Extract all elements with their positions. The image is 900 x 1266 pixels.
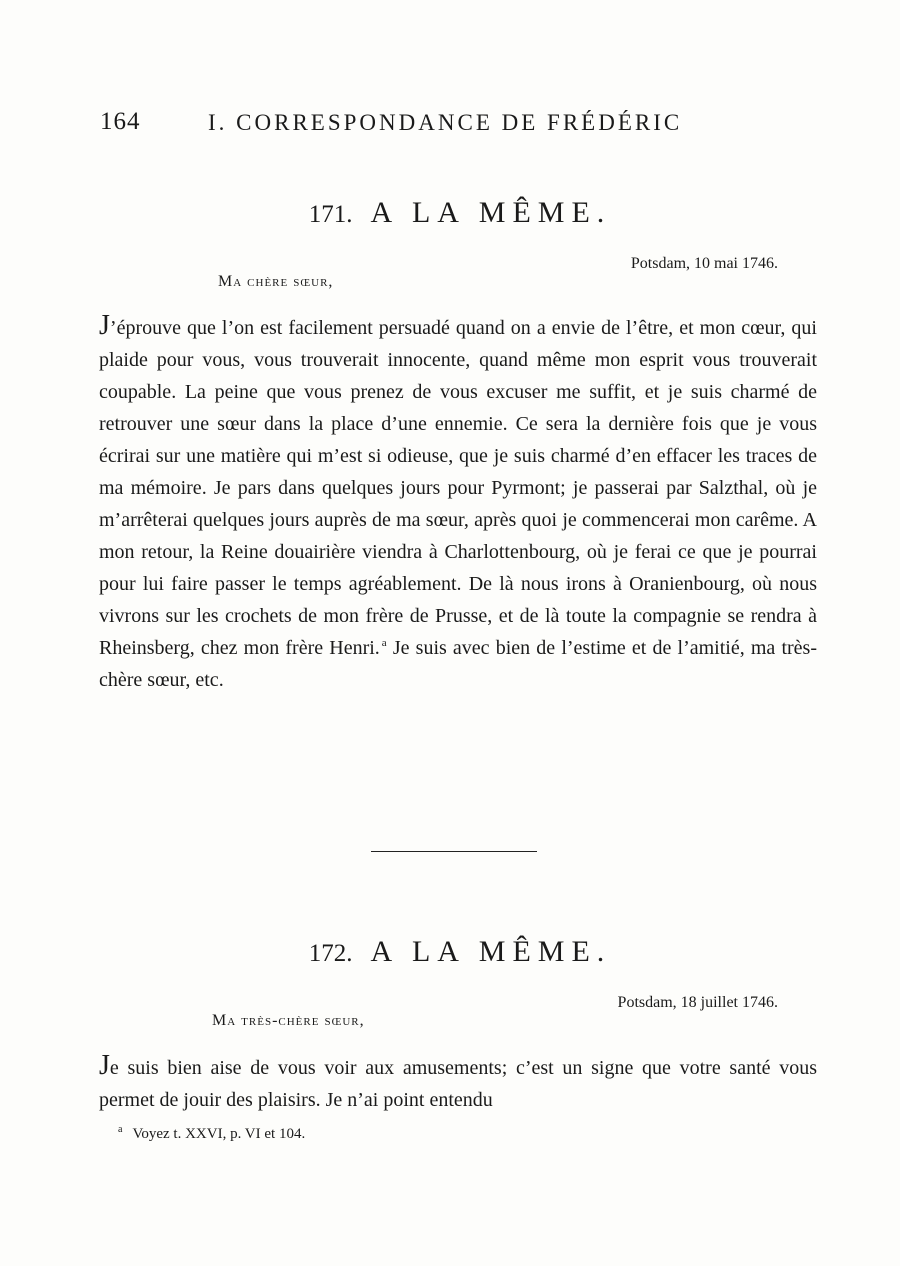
letter-number: 171. <box>308 201 353 228</box>
letter-title: A LA MÊME. <box>370 935 612 968</box>
dateline: Potsdam, 18 juillet 1746. <box>617 994 778 1011</box>
letter-heading <box>0 935 900 969</box>
letter-text: e suis bien aise de vous voir aux amusements; c’est un signe que votre santé vous permet de jouir des plaisirs. Je n’ai point entendu <box>99 1057 817 1111</box>
page-number: 164 <box>100 108 141 135</box>
letter-heading <box>0 196 900 230</box>
letter-paragraph <box>99 310 817 696</box>
letter-title: A LA MÊME. <box>370 196 612 229</box>
running-title: I. CORRESPONDANCE DE FRÉDÉRIC <box>208 110 683 135</box>
letter-body <box>99 1050 817 1116</box>
letter-number: 172. <box>308 940 353 967</box>
dateline: Potsdam, 10 mai 1746. <box>630 255 778 272</box>
letter-paragraph <box>99 1050 817 1116</box>
footnote-mark: a <box>118 1124 123 1135</box>
footnote <box>118 1124 305 1143</box>
letter-text-end: Je suis avec bien de l’estime et de l’amitié, ma très-chère sœur, etc. <box>99 637 817 691</box>
section-divider <box>371 851 537 852</box>
drop-capital: J <box>99 310 110 341</box>
running-head <box>100 108 720 144</box>
letter-text: ’éprouve que l’on est facilement persuadé quand on a envie de l’être, et mon cœur, qui plaide pour vous, vous trouverait innocente, quand même mon esprit vous trouverait coupable. La peine que vous prenez de vous excuser me suffit, et je suis charmé de retrouver une sœur dans la place d’une ennemie. Ce sera la dernière fois que je vous écrirai sur une matière qui m’est si odieuse, que je suis charmé d’en effacer les traces de ma mémoire. Je pars dans quelques jours pour Pyrmont; je passerai par Salzthal, où je m’arrêterai quelques jours auprès de ma sœur, après quoi je commencerai mon carême. A mon retour, la Reine douairière viendra à Charlottenbourg, où je ferai ce que je pourrai pour lui faire passer le temps agréablement. De là nous irons à Oranienbourg, où nous vivrons sur les crochets de mon frère de Prusse, et de là toute la compagnie se rendra à Rheinsberg, chez mon frère Henri. <box>99 317 817 659</box>
drop-capital: J <box>99 1050 110 1081</box>
salutation: Ma chère sœur, <box>218 273 334 290</box>
salutation: Ma très-chère sœur, <box>212 1012 365 1029</box>
letter-body <box>99 310 817 696</box>
footnote-text: Voyez t. XXVI, p. VI et 104. <box>132 1126 306 1142</box>
footnote-marker: a <box>381 637 387 650</box>
